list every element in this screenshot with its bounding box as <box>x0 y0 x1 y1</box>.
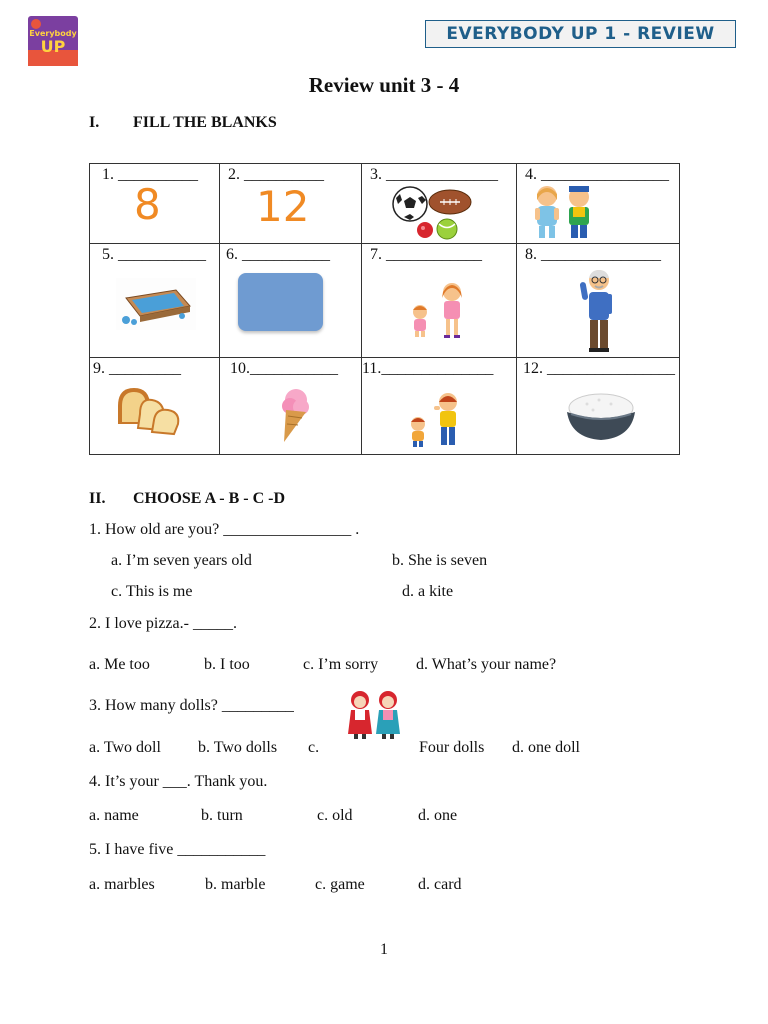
fill-blanks-table <box>89 163 680 455</box>
question-3-option-d[interactable]: d. one doll <box>512 739 580 756</box>
blank-label-11[interactable]: 11.______________ <box>362 360 494 377</box>
blank-label-5[interactable]: 5. ___________ <box>102 246 206 263</box>
question-3-option-c[interactable]: c. <box>308 739 320 756</box>
section-2-label: CHOOSE A - B - C -D <box>133 490 286 507</box>
blank-label-2[interactable]: 2. __________ <box>228 166 324 183</box>
grid-cell-7 <box>362 244 517 358</box>
grid-cell-12 <box>517 358 680 455</box>
question-5-option-a[interactable]: a. marbles <box>89 876 155 893</box>
question-2: 2. I love pizza.- _____. <box>89 615 237 632</box>
section-1-number: I. <box>89 114 100 131</box>
section-2-heading <box>89 490 285 508</box>
svg-text:Everybody: Everybody <box>29 29 77 38</box>
grandfather-picture <box>577 268 617 354</box>
question-2-option-d[interactable]: d. What’s your name? <box>416 656 557 673</box>
question-5-option-b[interactable]: b. marble <box>205 876 266 893</box>
question-4: 4. It’s your ___. Thank you. <box>89 773 268 790</box>
sandbox-picture <box>116 278 196 330</box>
blank-label-8[interactable]: 8. _______________ <box>525 246 661 263</box>
rice-bowl-picture <box>565 384 637 444</box>
question-5-option-c[interactable]: c. game <box>315 876 365 893</box>
question-2-option-c[interactable]: c. I’m sorry <box>303 656 379 673</box>
number-twelve-picture: 12 <box>256 182 310 231</box>
question-4-option-b[interactable]: b. turn <box>201 807 243 824</box>
blank-label-10[interactable]: 10.___________ <box>230 360 338 377</box>
blank-label-12[interactable]: 12. ________________ <box>523 360 675 377</box>
question-5-option-d[interactable]: d. card <box>418 876 462 893</box>
svg-text:UP: UP <box>40 37 66 56</box>
everybody-up-logo <box>28 16 78 66</box>
question-2-option-a[interactable]: a. Me too <box>89 656 150 673</box>
two-dolls-picture <box>346 688 402 740</box>
blue-rectangle-picture <box>238 273 323 331</box>
question-4-option-a[interactable]: a. name <box>89 807 139 824</box>
grid-cell-3 <box>362 164 517 244</box>
question-3-option-a[interactable]: a. Two doll <box>89 739 161 756</box>
question-1: 1. How old are you? ________________ . <box>89 521 360 538</box>
grid-cell-9 <box>90 358 220 455</box>
grid-cell-11 <box>362 358 517 455</box>
grid-cell-5 <box>90 244 220 358</box>
blank-label-9[interactable]: 9. _________ <box>93 360 181 377</box>
question-1-option-d[interactable]: d. a kite <box>402 583 454 600</box>
bread-picture <box>114 384 186 436</box>
section-1-label: FILL THE BLANKS <box>133 114 277 131</box>
sisters-picture <box>406 278 470 344</box>
question-1-option-b[interactable]: b. She is seven <box>392 552 488 569</box>
question-4-option-d[interactable]: d. one <box>418 807 458 824</box>
question-5: 5. I have five ___________ <box>89 841 266 858</box>
page-number: 1 <box>380 941 388 958</box>
grid-cell-6 <box>220 244 362 358</box>
header-badge: EVERYBODY UP 1 - REVIEW <box>425 20 736 48</box>
question-4-option-c[interactable]: c. old <box>317 807 353 824</box>
blank-label-4[interactable]: 4. ________________ <box>525 166 669 183</box>
ice-cream-picture <box>276 386 312 442</box>
brothers-picture <box>404 392 464 452</box>
question-3: 3. How many dolls? _________ <box>89 697 294 714</box>
question-3-option-c-text[interactable]: Four dolls <box>419 739 485 756</box>
grid-cell-8 <box>517 244 680 358</box>
grid-cell-4 <box>517 164 680 244</box>
question-1-option-c[interactable]: c. This is me <box>111 583 193 600</box>
section-1-heading <box>89 114 277 132</box>
question-1-option-a[interactable]: a. I’m seven years old <box>111 552 252 569</box>
blank-label-1[interactable]: 1. __________ <box>102 166 198 183</box>
section-2-number: II. <box>89 490 106 507</box>
question-2-option-b[interactable]: b. I too <box>204 656 250 673</box>
question-3-option-b[interactable]: b. Two dolls <box>198 739 278 756</box>
grid-cell-2 <box>220 164 362 244</box>
blank-label-6[interactable]: 6. ___________ <box>226 246 330 263</box>
page-title: Review unit 3 - 4 <box>308 73 460 97</box>
balls-picture <box>392 186 474 242</box>
dolls-picture <box>527 184 603 240</box>
blank-label-7[interactable]: 7. ____________ <box>370 246 482 263</box>
number-eight-picture: 8 <box>134 180 161 229</box>
grid-cell-10 <box>220 358 362 455</box>
blank-label-3[interactable]: 3. ______________ <box>370 166 498 183</box>
grid-cell-1 <box>90 164 220 244</box>
